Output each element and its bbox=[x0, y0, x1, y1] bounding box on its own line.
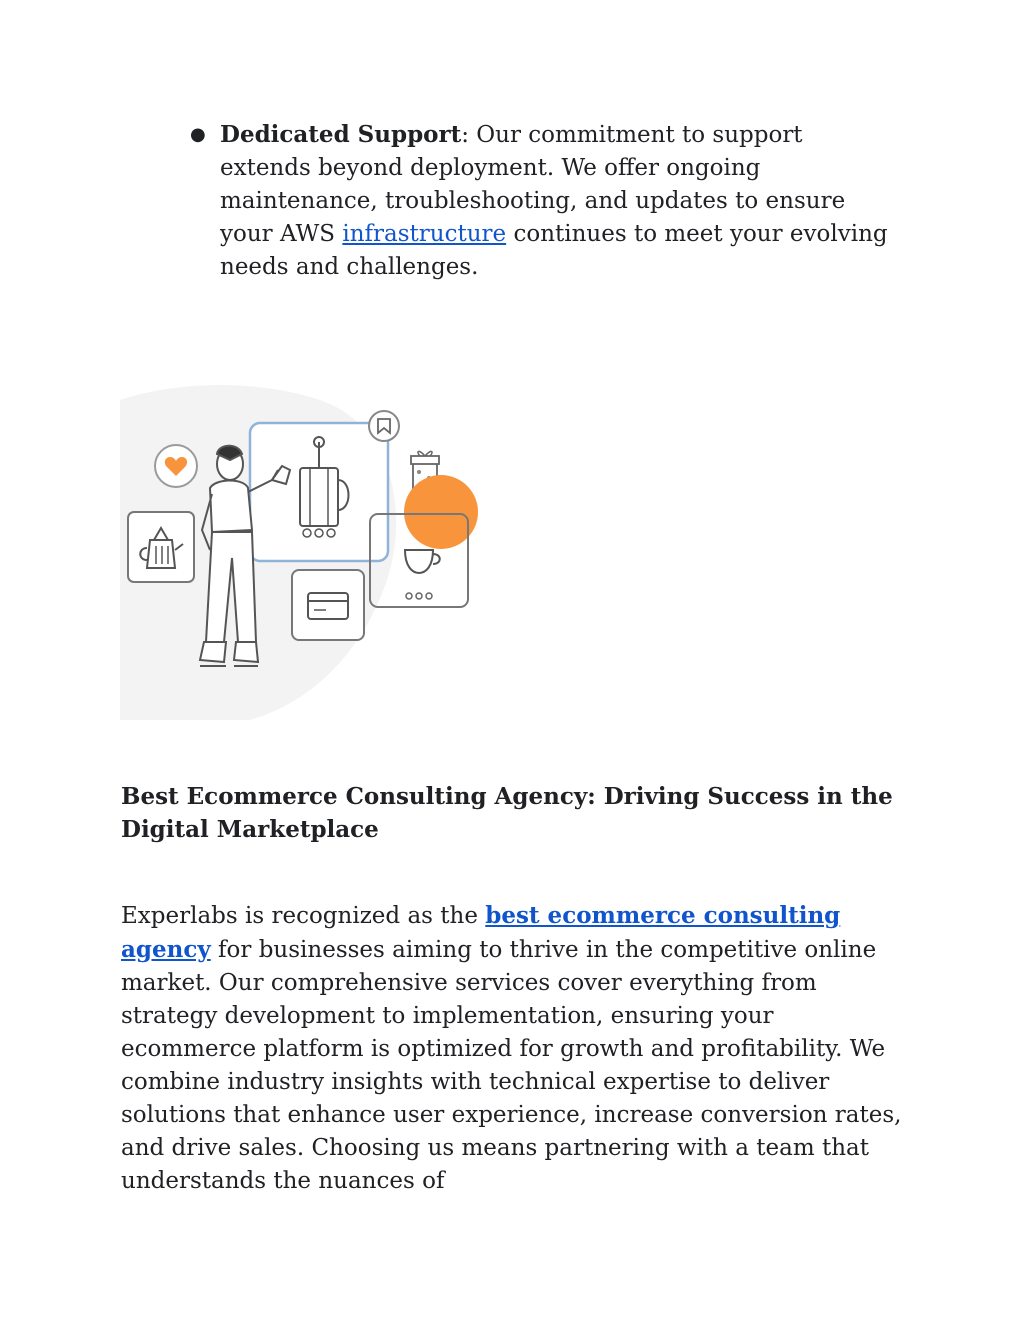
para-text-after-link: for businesses aiming to thrive in the competitive online market. Our comprehensive services cover everything from strategy development to implementation, ensuring your ecommerce platform is optimized for growth and profitability. We combine industry insights with technical expertise to deliver solutions that enhance user experience, increase conversion rates, and drive sales. Choosing us means partnering with a team that understands the nuances of bbox=[121, 937, 902, 1194]
ecommerce-illustration bbox=[120, 380, 490, 720]
french-press-icon bbox=[250, 423, 388, 561]
best-ecommerce-consulting-agency-link[interactable]: best ecommerce consulting agency bbox=[121, 902, 841, 963]
bullet-bold-label: Dedicated Support bbox=[220, 121, 462, 148]
more-dots-icon bbox=[406, 593, 432, 599]
accent-circle bbox=[404, 475, 478, 549]
bullet-text-after-link: continues to meet your evolving needs and challenges. bbox=[220, 221, 888, 280]
credit-card-icon bbox=[292, 570, 364, 640]
section-paragraph bbox=[121, 899, 911, 1198]
bullet-marker: ● bbox=[190, 124, 206, 145]
section-heading: Best Ecommerce Consulting Agency: Driving Success in the Digital Marketplace bbox=[121, 783, 893, 843]
bullet-text bbox=[220, 118, 890, 284]
infrastructure-link[interactable]: infrastructure bbox=[342, 221, 507, 247]
kettle-icon bbox=[128, 512, 194, 582]
bullet-item-dedicated-support bbox=[190, 118, 890, 284]
para-text-before-link: Experlabs is recognized as the bbox=[121, 903, 486, 929]
bookmark-icon bbox=[369, 411, 399, 441]
bullet-text-before-link: : Our commitment to support extends beyond deployment. We offer ongoing maintenance, troubleshooting, and updates to ensure your AWS bbox=[220, 122, 846, 247]
illustration-svg bbox=[120, 380, 490, 720]
heart-icon bbox=[155, 445, 197, 487]
